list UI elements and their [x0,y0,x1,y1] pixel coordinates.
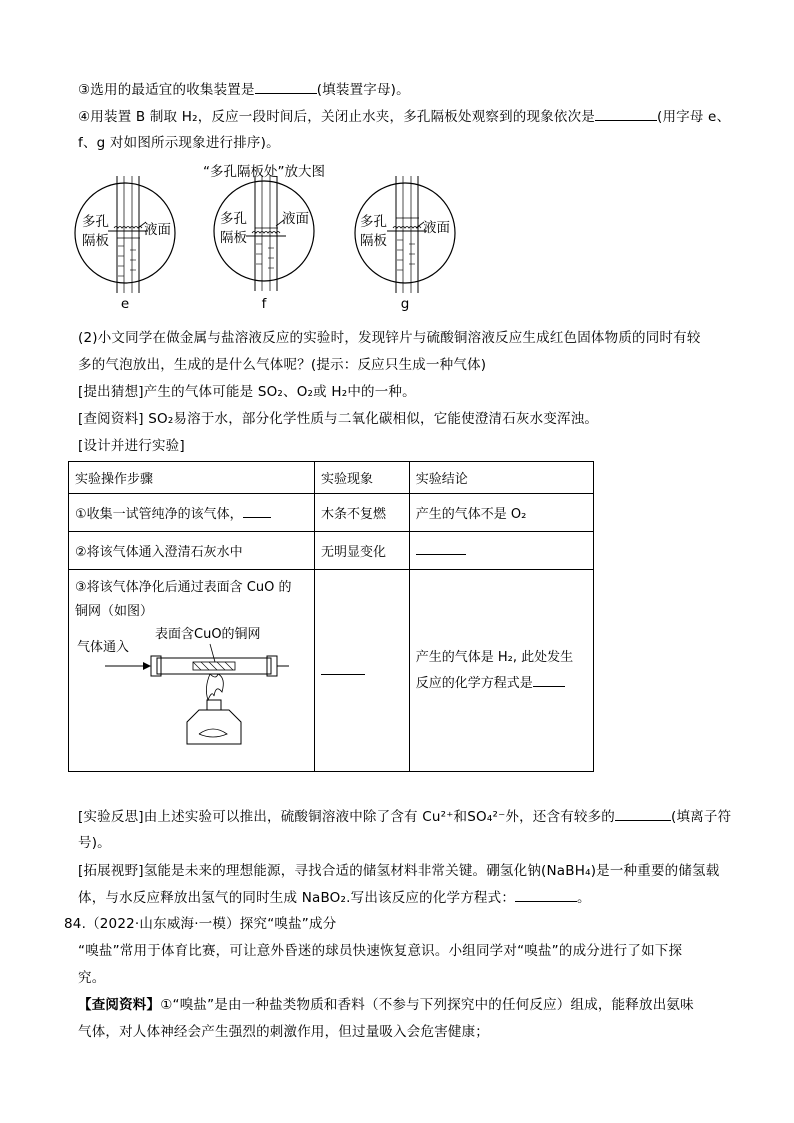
reflection-line-1: [实验反思]由上述实验可以推出，硫酸铜溶液中除了含有 Cu²⁺和SO₄²⁻外，还含有较多的 (填离子符 [78,809,732,825]
extend-line-1: [拓展视野]氢能是未来的理想能源，寻找合适的储氢材料非常关键。硼氢化钠(NaBH₄)是一种重要的储氢载 [78,863,720,879]
liquid-label: 液面 [282,211,309,227]
q3-line: ③选用的最适宜的收集装置是 (填装置字母)。 [78,82,410,98]
plate-label-2: 隔板 [360,233,387,249]
hypothesis: [提出猜想]产生的气体可能是 SO₂、O₂或 H₂中的一种。 [78,384,416,400]
q4-line-2: f、g 对如图所示现象进行排序)。 [78,135,280,151]
circle-label-e: e [120,296,130,312]
info: [查阅资料] SO₂易溶于水，部分化学性质与二氧化碳相似，它能使澄清石灰水变浑浊。 [78,411,599,427]
part2-line-2: 多的气泡放出，生成的是什么气体呢？(提示：反应只生成一种气体) [78,357,487,373]
cuo-mesh-apparatus [75,626,305,766]
answer-blank[interactable] [243,505,271,518]
table-row: ②将该气体通入澄清石灰水中 无明显变化 [69,532,594,570]
header-phenomenon: 实验现象 [314,462,409,494]
circle-f [214,176,314,291]
porous-plate-figure [70,176,470,316]
q84-intro-2: 究。 [78,970,106,986]
circle-g [355,176,455,293]
part2-line-1: (2)小文同学在做金属与盐溶液反应的实验时，发现锌片与硫酸铜溶液反应生成红色固体物质的同时有较 [78,330,701,346]
table-row: ③将该气体净化后通过表面含 CuO 的 铜网（如图） 气体通入 表面含CuO的铜网 产生的气体是 H₂, 此处发生 反应的化学方程式是 [69,570,594,772]
header-conclusion: 实验结论 [409,462,593,494]
answer-blank[interactable] [515,889,577,902]
circle-e [75,176,175,293]
experiment-table [68,461,594,772]
q4-line-1: ④用装置 B 制取 H₂，反应一段时间后，关闭止水夹，多孔隔板处观察到的现象依次是 (用字母 e、 [78,109,731,125]
q84-info-1: 【查阅资料】①“嗅盐”是由一种盐类物质和香料（不参与下列探究中的任何反应）组成，能释放出氨味 [78,997,694,1013]
liquid-label: 液面 [423,220,450,236]
answer-blank[interactable] [416,542,466,555]
q84-info-2: 气体，对人体神经会产生强烈的刺激作用，但过量吸入会危害健康； [78,1024,489,1040]
q84-intro-1: “嗅盐”常用于体育比赛，可让意外昏迷的球员快速恢复意识。小组同学对“嗅盐”的成分进行了如下探 [78,943,683,959]
extend-line-2: 体，与水反应释放出氢气的同时生成 NaBO₂.写出该反应的化学方程式： 。 [78,890,591,906]
answer-blank[interactable] [595,108,657,121]
reflection-line-2: 号)。 [78,835,111,851]
liquid-label: 液面 [144,222,171,238]
table-row: ①收集一试管纯净的该气体， 木条不复燃 产生的气体不是 O₂ [69,494,594,532]
circle-label-g: g [400,296,410,312]
gas-in-label: 气体通入 [77,640,130,655]
figure-title: “多孔隔板处”放大图 [203,164,325,180]
answer-blank[interactable] [321,662,365,675]
table-header-row [69,462,594,494]
plate-label-1: 多孔 [220,211,247,227]
plate-label-1: 多孔 [82,214,109,230]
plate-label-2: 隔板 [82,233,109,249]
plate-label-2: 隔板 [220,230,247,246]
plate-label-1: 多孔 [360,214,387,230]
circle-label-f: f [261,296,267,312]
answer-blank[interactable] [255,81,317,94]
q84-title: 84.（2022·山东威海·一模）探究“嗅盐”成分 [64,916,337,932]
mesh-label: 表面含CuO的铜网 [155,627,261,642]
answer-blank[interactable] [533,674,565,687]
header-step: 实验操作步骤 [69,462,315,494]
design-heading: [设计并进行实验] [78,438,185,454]
answer-blank[interactable] [615,808,671,821]
